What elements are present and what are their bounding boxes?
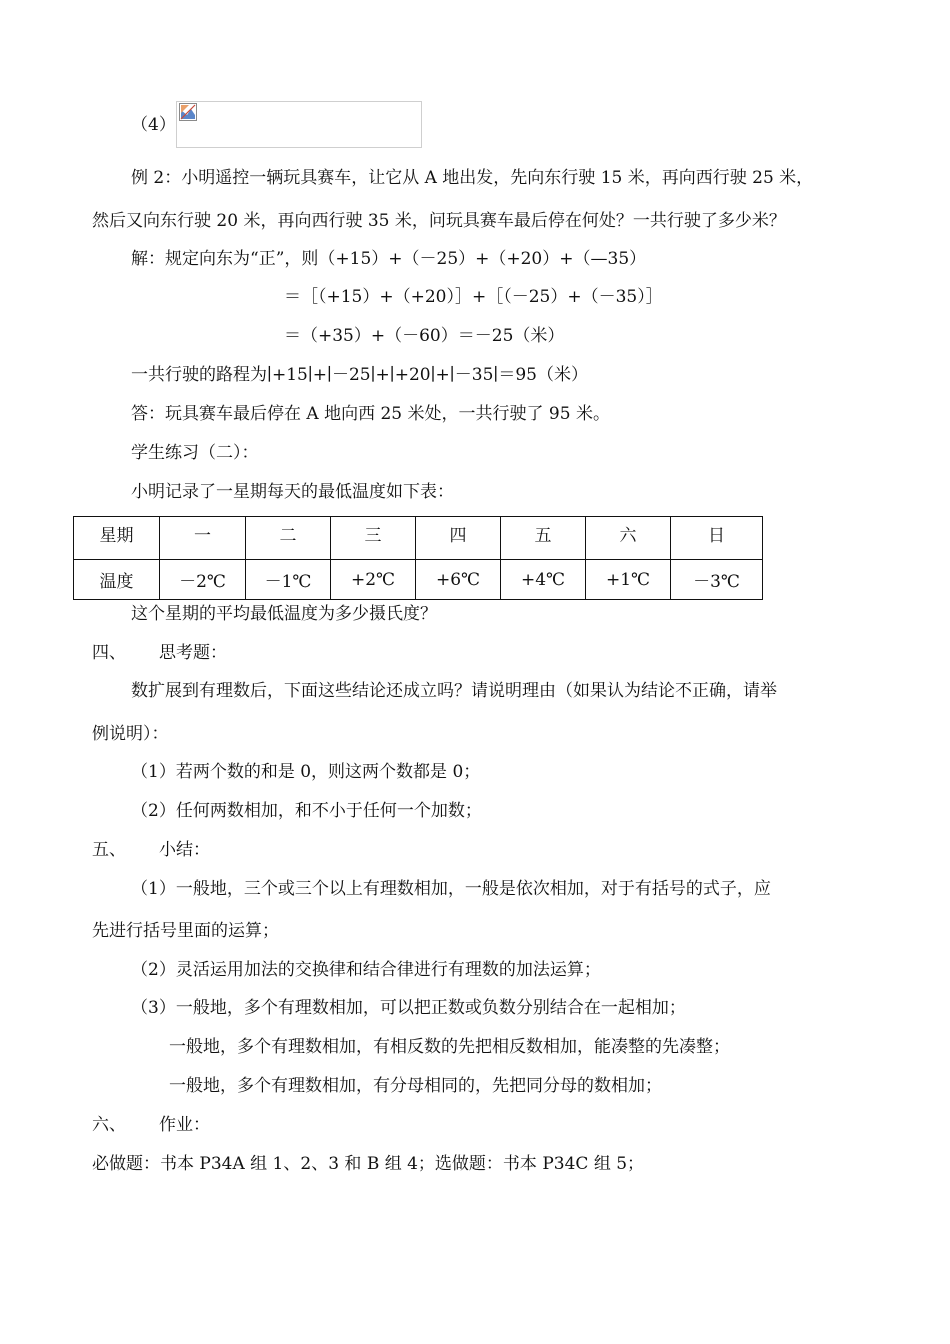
section5-item1-line1: （1）一般地，三个或三个以上有理数相加，一般是依次相加，对于有括号的式子，应 — [131, 879, 771, 899]
section6-number: 六、 — [92, 1115, 126, 1135]
section5-item3-c: 一般地，多个有理数相加，有分母相同的，先把同分母的数相加； — [169, 1076, 662, 1096]
table-day-cell: 四 — [416, 517, 501, 560]
homework-line: 必做题：书本 P34A 组 1、2、3 和 B 组 4；选做题：书本 P34C 组 5； — [92, 1154, 645, 1174]
section5-item1-line2: 先进行括号里面的运算； — [92, 921, 279, 941]
section4-number: 四、 — [92, 643, 126, 663]
table-temp-cell: +4℃ — [501, 560, 586, 600]
table-day-cell: 日 — [671, 517, 763, 560]
table-header-label: 星期 — [74, 517, 160, 560]
table-day-cell: 五 — [501, 517, 586, 560]
section5-item3: （3）一般地，多个有理数相加，可以把正数或负数分别结合在一起相加； — [131, 998, 686, 1018]
section4-paragraph-line1: 数扩展到有理数后，下面这些结论还成立吗？请说明理由（如果认为结论不正确，请举 — [131, 681, 777, 701]
table-temp-cell: +6℃ — [416, 560, 501, 600]
item4-label: （4） — [131, 115, 176, 135]
temperature-table — [73, 516, 763, 600]
table-temp-cell: －1℃ — [246, 560, 331, 600]
table-row-label: 温度 — [74, 560, 160, 600]
table-row-temperature — [74, 560, 763, 600]
section5-item2: （2）灵活运用加法的交换律和结合律进行有理数的加法运算； — [131, 960, 601, 980]
section4-item1: （1）若两个数的和是 0，则这两个数都是 0； — [131, 762, 481, 782]
solution-line1: 解：规定向东为“正”，则（+15）+（－25）+（+20）+（—35） — [131, 249, 647, 269]
practice-intro: 小明记录了一星期每天的最低温度如下表： — [131, 482, 454, 502]
section4-paragraph-line2: 例说明）： — [92, 724, 169, 744]
section4-item2: （2）任何两数相加，和不小于任何一个加数； — [131, 801, 482, 821]
table-temp-cell: +1℃ — [586, 560, 671, 600]
practice-question: 这个星期的平均最低温度为多少摄氏度？ — [131, 604, 437, 624]
table-day-cell: 一 — [160, 517, 246, 560]
table-temp-cell: －2℃ — [160, 560, 246, 600]
table-day-cell: 六 — [586, 517, 671, 560]
practice-heading: 学生练习（二）： — [131, 443, 259, 463]
table-row-header — [74, 517, 763, 560]
solution-line2: ＝［（+15）+（+20）］+［（－25）+（－35）］ — [284, 287, 663, 307]
section5-item3-b: 一般地，多个有理数相加，有相反数的先把相反数相加，能凑整的先凑整； — [169, 1037, 730, 1057]
answer-line: 答：玩具赛车最后停在 A 地向西 25 米处，一共行驶了 95 米。 — [131, 404, 610, 424]
distance-line: 一共行驶的路程为∣+15∣+∣－25∣+∣+20∣+∣－35∣＝95（米） — [131, 365, 588, 385]
example2-line1: 例 2：小明遥控一辆玩具赛车，让它从 A 地出发，先向东行驶 15 米，再向西行驶 25 米， — [131, 168, 814, 188]
section5-number: 五、 — [92, 840, 126, 860]
table-temp-cell: +2℃ — [331, 560, 416, 600]
table-day-cell: 二 — [246, 517, 331, 560]
section4-title: 思考题： — [159, 643, 227, 663]
section6-title: 作业： — [159, 1115, 210, 1135]
solution-line3: ＝（+35）+（－60）＝－25（米） — [284, 326, 565, 346]
table-day-cell: 三 — [331, 517, 416, 560]
table-temp-cell: －3℃ — [671, 560, 763, 600]
section5-title: 小结： — [159, 840, 210, 860]
broken-image-icon — [179, 103, 197, 121]
example2-line2: 然后又向东行驶 20 米，再向西行驶 35 米，问玩具赛车最后停在何处？一共行驶了多少米？ — [92, 211, 786, 231]
broken-image-placeholder — [176, 101, 422, 148]
